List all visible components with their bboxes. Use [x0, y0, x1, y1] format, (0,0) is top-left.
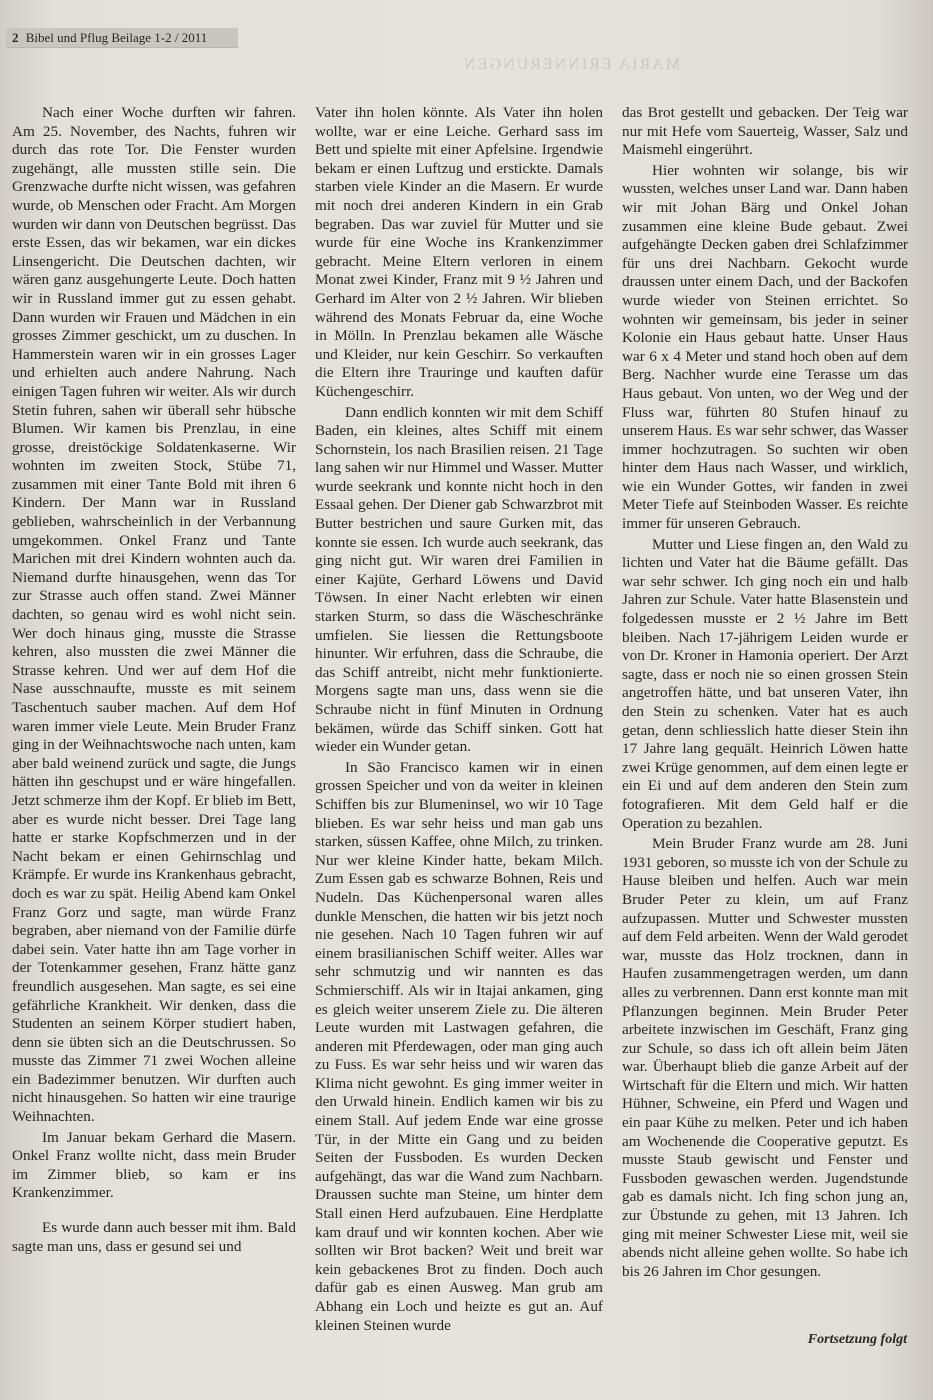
paragraph: Nach einer Woche durften wir fahren. Am 25. November, des Nachts, fuhren wir durch das rote Tor. Die Fenster wurden zugehängt, alle mussten stille sein. Die Grenzwache durfte nicht wissen, was gefahren wurde, ob Menschen oder Fracht. Am Morgen wurden wir dann von Deutschen begrüsst. Das erste Essen, das wir bekamen, war ein dickes Linsengericht. Die Deutschen dachten, wir wären ganz ausgehungerte Leute. Doch hatten wir in Russland immer gut zu essen gehabt. Dann wurden wir Frauen und Mädchen in ein grosses Zimmer geschickt, um zu duschen. In Hammerstein waren wir in ein grosses Lager und erhielten auch andere Nahrung. Nach einigen Tagen fuhren wir weiter. Als wir durch Stetin fuhren, sahen wir überall sehr hübsche Blumen. Wir kamen bis Prenzlau, in eine grosse, dreistöckige Soldatenkaserne. Wir wohnten im zweiten Stock, Stübe 71, zusammen mit einer Tante Bold mit ihren 6 Kindern. Der Mann war in Russland geblieben, wahrscheinlich in der Verbannung umgekommen. Onkel Franz und Tante Marichen mit drei Kindern wohnten auch da. Niemand durfte hinausgehen, wenn das Tor zur Strasse auch offen stand. Zwei Männer dachten, so genau wird es wohl nicht sein. Wer doch hinaus ging, musste die Strasse kehren, also mussten die zwei Männer die Strasse kehren. Und wer auf dem Hof die Nase ausschnaufte, musste es mit seinem Taschentuch sauber machen. Auf dem Hof waren immer viele Leute. Mein Bruder Franz ging in der Weihnachtswoche nach unten, kam aber bald weinend zurück und sagte, die Jungs hätten ihn geschupst und er wäre hingefallen. Jetzt schmerze ihm der Kopf. Er blieb im Bett, aber es wurde nicht besser. Drei Tage lang hatte er starke Kopfschmerzen und in der Nacht bekam er einen Gehirnschlag und Krämpfe. Er wurde ins Krankenhaus gebracht, doch es war zu spät. Heilig Abend kam Onkel Franz Gorz und sagte, man würde Franz begraben, aber niemand von der Familie dürfe dabei sein. Vater hatte ihn am Tage vorher in der Totenkammer gesehen, Franz hätte ganz freundlich ausgesehen. Man sagte, es sei eine gefährliche Krankheit. Wir denken, dass die Studenten an seinem Körper studiert haben, denn sie übten sich an die Deutschrussen. So musste das Zimmer 71 zwei Wochen alleine ein Badezimmer benutzen. Wir durften auch nicht hinausgehen. So hatten wir eine traurige Weihnachten. [12, 104, 296, 1126]
paragraph: das Brot gestellt und gebacken. Der Teig war nur mit Hefe vom Sauerteig, Wasser, Salz und Maismehl eingerührt. [622, 104, 908, 159]
paragraph: Vater ihn holen könnte. Als Vater ihn holen wollte, war er eine Leiche. Gerhard sass im Bett und spielte mit einer Apfelsine. Irgendwie bekam er einen Luftzug und erstickte. Damals starben viele Kinder an die Masern. Er wurde mit noch drei anderen Kindern in ein Grab begraben. Das war zuviel für Mutter und sie wurde für eine Woche ins Krankenzimmer gebracht. Meine Eltern verloren in einem Monat zwei Kinder, Franz mit 9 ½ Jahren und Gerhard im Alter von 2 ½ Jahren. Wir blieben während des Monats Februar da, eine Woche in Mölln. In Prenzlau bekamen alle Wäsche und Kleider, nur kein Geschirr. So verkauften die Eltern ihre Trauringe und kauften dafür Küchengeschirr. [315, 104, 603, 400]
paragraph: Mein Bruder Franz wurde am 28. Juni 1931 geboren, so musste ich von der Schule zu Hause bleiben und helfen. Auch war mein Bruder Peter zu klein, um auf Franz aufzupassen. Mutter und Schwester mussten auf dem Feld arbeiten. Wenn der Wald gerodet war, musste das Holz trocknen, dann in Haufen zusammengetragen werden, um dann alles zu verbrennen. Dann erst konnte man mit Pflanzungen beginnen. Mein Bruder Peter arbeitete inzwischen im Geschäft, Franz ging zur Schule, so dass ich oft allein beim Jäten war. Überhaupt blieb die ganze Arbeit auf der Wirtschaft für die Eltern und mich. Wir hatten Hühner, Schweine, ein Pferd und Wagen und ein paar Kühe zu melken. Peter und ich haben am Wochenende die Cooperative geputzt. Es musste Staub gewischt und Fenster und Fussboden gewaschen werden. Jugendstunde gab es damals nicht. Ich fing schon jung an, zur Übstunde zu gehen, mit 13 Jahren. Ich ging mit meiner Schwester Liese mit, weil sie abends nicht alleine gehen wollte. So habe ich bis 26 Jahren im Chor gesungen. [622, 835, 908, 1280]
continuation-note: Fortsetzung folgt [807, 1332, 907, 1347]
text-column-1 [12, 104, 296, 1256]
page-number: 2 [12, 30, 19, 45]
paragraph: In São Francisco kamen wir in einen grossen Speicher und von da weiter in kleinen Schiffen bis zur Blumeninsel, wo wir 10 Tage blieben. Es war sehr heiss und man gab uns starken, süssen Kaffee, ohne Milch, zu trinken. Nur wer kleine Kinder hatte, bekam Milch. Zum Essen gab es schwarze Bohnen, Reis und Nudeln. Das Küchenpersonal waren alles dunkle Menschen, die hatten wir bis jetzt noch nie gesehen. Nach 10 Tagen fuhren wir auf einem brasilianischen Schiff weiter. Alles war sehr schmutzig und wir nannten es das Schmierschiff. Als wir in Itajai ankamen, ging es gleich weiter unserem Ziele zu. Die älteren Leute wurden mit Lastwagen gefahren, die anderen mit Pferdewagen, oder man ging auch zu Fuss. Es war sehr heiss und wir waren das Klima nicht gewohnt. Es ging immer weiter in den Urwald hinein. Endlich kamen wir bis zu einem Stall. Auf jedem Ende war eine grosse Tür, in der Mitte ein Gang und zu beiden Seiten der Fussboden. Es wurden Decken aufgehängt, das war die Wand zum Nachbarn. Draussen suchte man Steine, um hinter dem Stall einen Herd aufzubauen. Eine Herdplatte kam drauf und wir konnten kochen. Aber wie sollten wir Brot backen? Weit und breit war kein gebackenes Brot zu finden. Doch auch dafür gab es einen Ausweg. Man grub am Abhang ein Loch und heizte es gut an. Auf kleinen Steinen wurde [315, 758, 603, 1334]
paragraph: Es wurde dann auch besser mit ihm. Bald sagte man uns, dass er gesund sei und [12, 1219, 296, 1255]
paragraph: Im Januar bekam Gerhard die Masern. Onkel Franz wollte nicht, dass mein Bruder im Zimmer blieb, so kam er ins Krankenzimmer. [12, 1128, 296, 1202]
paragraph: Hier wohnten wir solange, bis wir wussten, welches unser Land war. Dann haben wir mit Johan Bärg und Onkel Johan zusammen eine kleine Bude gebaut. Zwei aufgehängte Decken gaben drei Schlafzimmer für uns drei Nachbarn. Gekocht wurde draussen unter einem Dach, und der Backofen wurde wieder von Steinen errichtet. So wohnten wir gemeinsam, bis jeder in seiner Kolonie ein Haus gebaut hatte. Unser Haus war 6 x 4 Meter und stand hoch oben auf dem Berg. Nachher wurde eine Terasse um das Haus gebaut. Von unten, wo der Weg und der Fluss war, führten 80 Stufen hinauf zu unserem Haus. Es war sehr schwer, das Wasser immer hochzutragen. So suchten wir oben hinter dem Haus nach Wasser, und wirklich, wie ein Wunder Gottes, wir fanden in zwei Meter Tiefe auf Steinboden Wasser. Es reichte immer für unseren Gebrauch. [622, 161, 908, 533]
paragraph: Mutter und Liese fingen an, den Wald zu lichten und Vater hat die Bäume gefällt. Das war sehr schwer. Ich ging noch ein und halb Jahren zur Schule. Vater hatte Blasenstein und folgedessen musste er 2 ½ Jahre im Bett bleiben. Nach 17-jährigem Leiden wurde er von Dr. Kroner in Hamonia operiert. Der Arzt sagte, dass er noch nie so einen grossen Stein angetroffen hätte, und bat unseren Vater, ihn den Stein zu schenken. Vater hat es auch getan, denn schliesslich hatte dieser Stein ihn 17 Jahre lang gequält. Heinrich Löwen hatte zwei Krüge genommen, auf dem einen legte er ein Ei und auf dem anderen den Stein zum fotografieren. Mit dem Geld half er die Operation zu bezahlen. [622, 535, 908, 832]
publication-title: Bibel und Pflug Beilage 1-2 / 2011 [25, 30, 208, 45]
text-column-3 [622, 104, 908, 1281]
show-through-text: MARIA ERINNERUNGEN [462, 56, 680, 73]
paragraph: Dann endlich konnten wir mit dem Schiff Baden, ein kleines, altes Schiff mit einem Schornstein, los nach Brasilien reisen. 21 Tage lang sahen wir nur Himmel und Wasser. Mutter wurde seekrank und konnte nicht hoch in den Essaal gehen. Der Diener gab Schwarzbrot mit Butter bestrichen und saure Gurken mit, das konnte sie essen. Ich wurde auch seekrank, das ging nicht gut. Wir waren drei Familien in einer Kajüte, Gerhard Löwens und David Töwsen. In einer Nacht erlebten wir einen starken Sturm, so dass die Wäscheschränke umfielen. Sie liessen die Rettungsboote hinunter. Wir erfuhren, dass die Schraube, die das Schiff antreibt, nicht mehr funktionierte. Morgens sagte man uns, dass wenn sie die Schraube nicht in fünf Minuten in Ordnung bekämen, würde das Schiff sinken. Gott hat wieder ein Wunder getan. [315, 403, 603, 756]
text-column-2 [315, 104, 603, 1335]
page-header [6, 28, 238, 48]
